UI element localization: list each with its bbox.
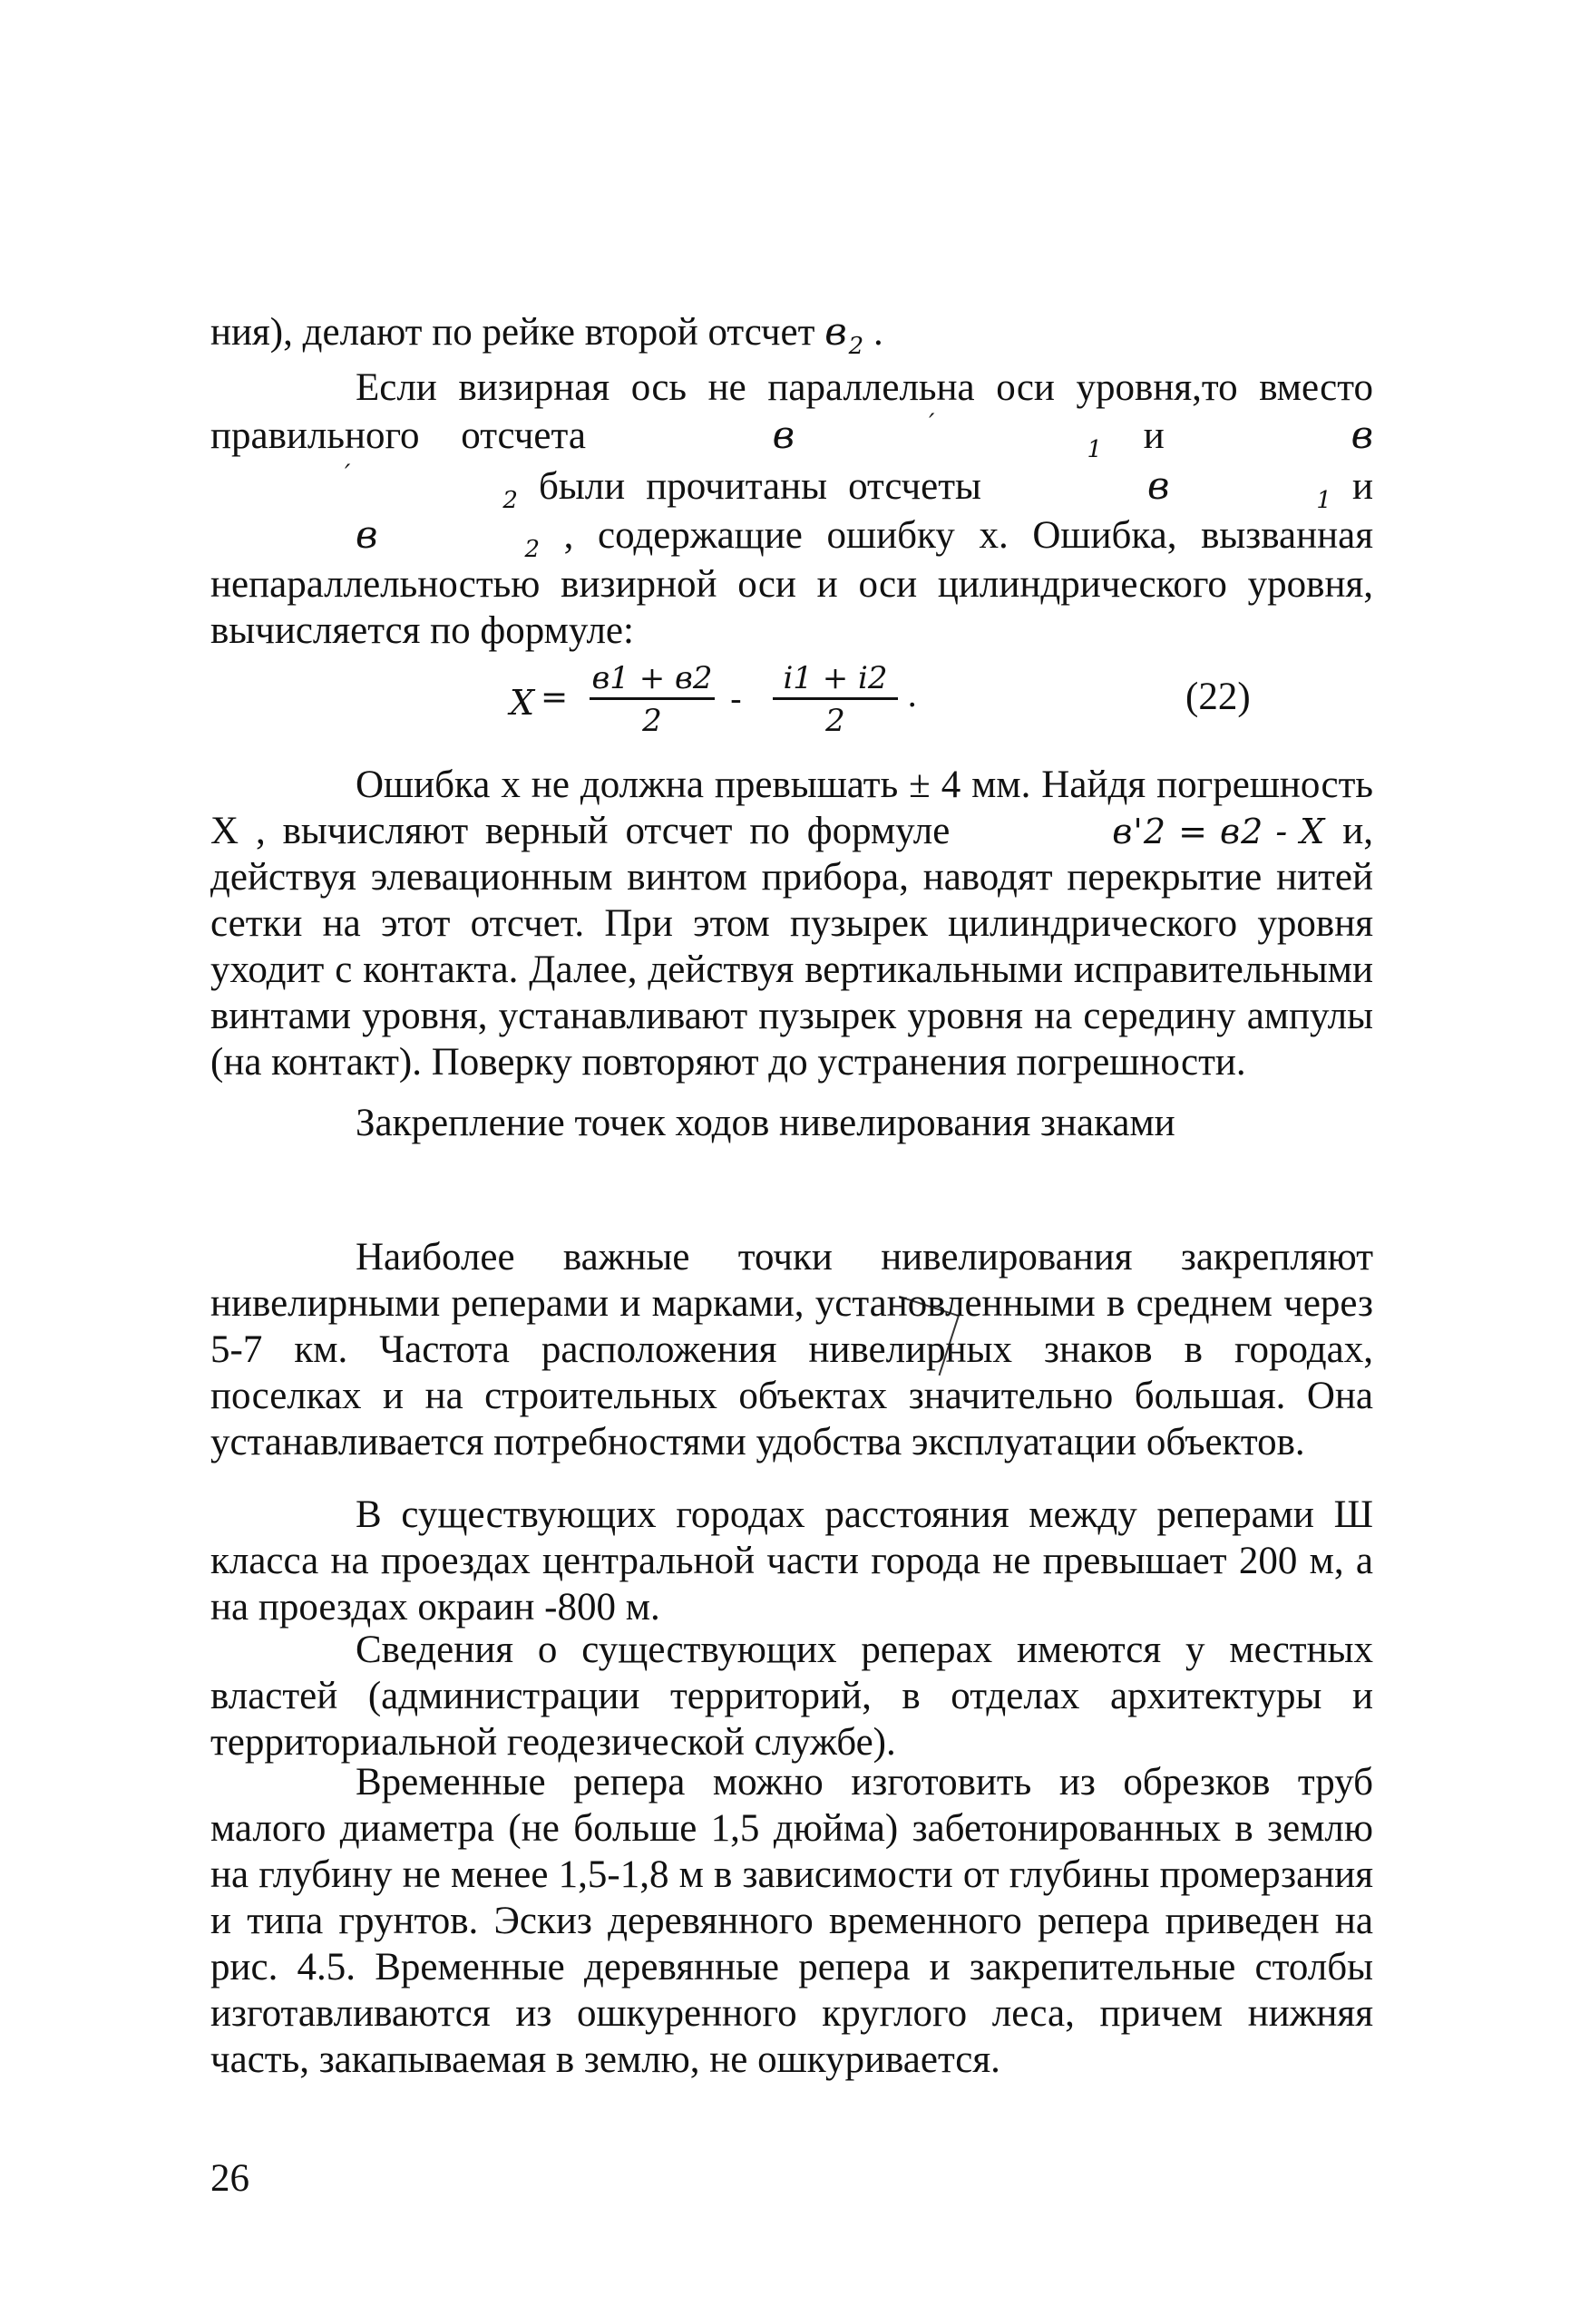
prime-mark: ′ xyxy=(345,459,351,489)
paragraph-end: и, действуя элевационным винтом прибора, наводят перекрытие нитей сетки на этот отсчет. При этом пузырек цилиндрического уровня уходит с контакта. Далее, действуя вертикальными исправительными винтами уровня, устанавливают пузырек уровня на середину ампулы (на контакт). Поверку повторяют до устранения погрешности. xyxy=(210,810,1374,1084)
formula-minus: - xyxy=(730,679,742,719)
paragraph-text: ния), делают по рейке второй отсчет xyxy=(210,311,815,354)
paragraph-city-distances xyxy=(210,1492,1373,1630)
paragraph-axis-error xyxy=(210,365,1373,654)
fraction-bar xyxy=(773,697,898,700)
formula-22 xyxy=(210,657,1373,739)
page-number: 26 xyxy=(210,2157,249,2200)
paragraph-text: Сведения о существующих реперах имеются у местных властей (администрации территорий, в отделах архитектуры и территориальной геодезической службе). xyxy=(210,1629,1373,1764)
handwritten-b1: в xyxy=(1146,463,1170,508)
connector-text: и xyxy=(1143,414,1165,457)
sentence-end: . xyxy=(873,311,883,354)
handwritten-b1-prime: в xyxy=(772,413,795,457)
handwritten-b2: в xyxy=(356,512,378,557)
formula-equals: = xyxy=(541,679,569,716)
b2-subscript: 2 xyxy=(524,536,540,563)
first-fraction xyxy=(584,660,720,739)
paragraph-start: Если визирная ось не параллельна оси уровня,то вместо правильного отсчета xyxy=(210,366,1373,457)
first-numerator: в1 + в2 xyxy=(591,660,713,696)
handwritten-b2-prime: в xyxy=(1351,413,1374,457)
paragraph-text: В существующих городах расстояния между реперами Ш класса на проездах центральной части города не превышает 200 м, а на проездах окраин -800 м. xyxy=(210,1493,1373,1629)
section-heading: Закрепление точек ходов нивелирования знаками xyxy=(356,1102,1175,1144)
b1-prime-subscript: 1 xyxy=(1087,436,1103,463)
b1-subscript: 1 xyxy=(1316,487,1331,514)
connector-text: были прочитаны отсчеты xyxy=(538,465,981,508)
paragraph-text: Наиболее важные точки нивелирования закрепляют нивелирными реперами и марками, установленными в среднем через 5-7 км. Частота расположения нивелирных знаков в городах, поселках и на строительных объектах значительно большая. Она устанавливается потребностями удобства эксплуатации объектов. xyxy=(210,1236,1373,1463)
formula-expression xyxy=(510,657,1018,739)
second-fraction xyxy=(767,660,903,739)
b2-prime-subscript: 2 xyxy=(502,487,518,514)
first-denominator: 2 xyxy=(642,703,662,739)
formula-number: (22) xyxy=(1185,676,1251,718)
paragraph-continuation xyxy=(210,309,1373,358)
paragraph-temporary-benchmarks xyxy=(210,1759,1373,2083)
second-denominator: 2 xyxy=(825,703,845,739)
second-numerator: i1 + i2 xyxy=(783,660,888,696)
prime-mark: ′ xyxy=(929,408,935,438)
formula-end-dot: . xyxy=(907,677,918,715)
paragraph-text: Временные репера можно изготовить из обрезков труб малого диаметра (не больше 1,5 дюйма) забетонированных в землю на глубину не менее 1,5-1,8 м в зависимости от глубины промерзания и типа грунтов. Эскиз деревянного временного репера приведен на рис. 4.5. Временные деревянные репера и закрепительные столбы изготавливаются из ошкуренного круглого леса, причем нижняя часть, закапываемая в землю, не ошкуривается. xyxy=(210,1761,1373,2081)
paragraph-error-correction xyxy=(210,762,1373,1085)
paragraph-local-authorities xyxy=(210,1627,1373,1765)
paragraph-benchmarks xyxy=(210,1234,1373,1465)
handwritten-subscript: 2 xyxy=(848,333,864,360)
paragraph-end: , содержащие ошибку х. Ошибка, вызванная непараллельностью визирной оси и оси цилиндрического уровня, вычисляется по формуле: xyxy=(210,514,1373,652)
fraction-bar xyxy=(590,697,715,700)
connector-text: и xyxy=(1352,465,1374,508)
handwritten-reading-symbol: в xyxy=(824,309,847,354)
formula-x: X xyxy=(510,683,535,723)
paragraph-start: Ошибка х не должна превышать ± 4 мм. Найдя погрешность Х , вычисляют верный отсчет по формуле xyxy=(210,763,1373,852)
handwritten-correction-formula: в'2 = в2 - X xyxy=(1112,812,1326,851)
